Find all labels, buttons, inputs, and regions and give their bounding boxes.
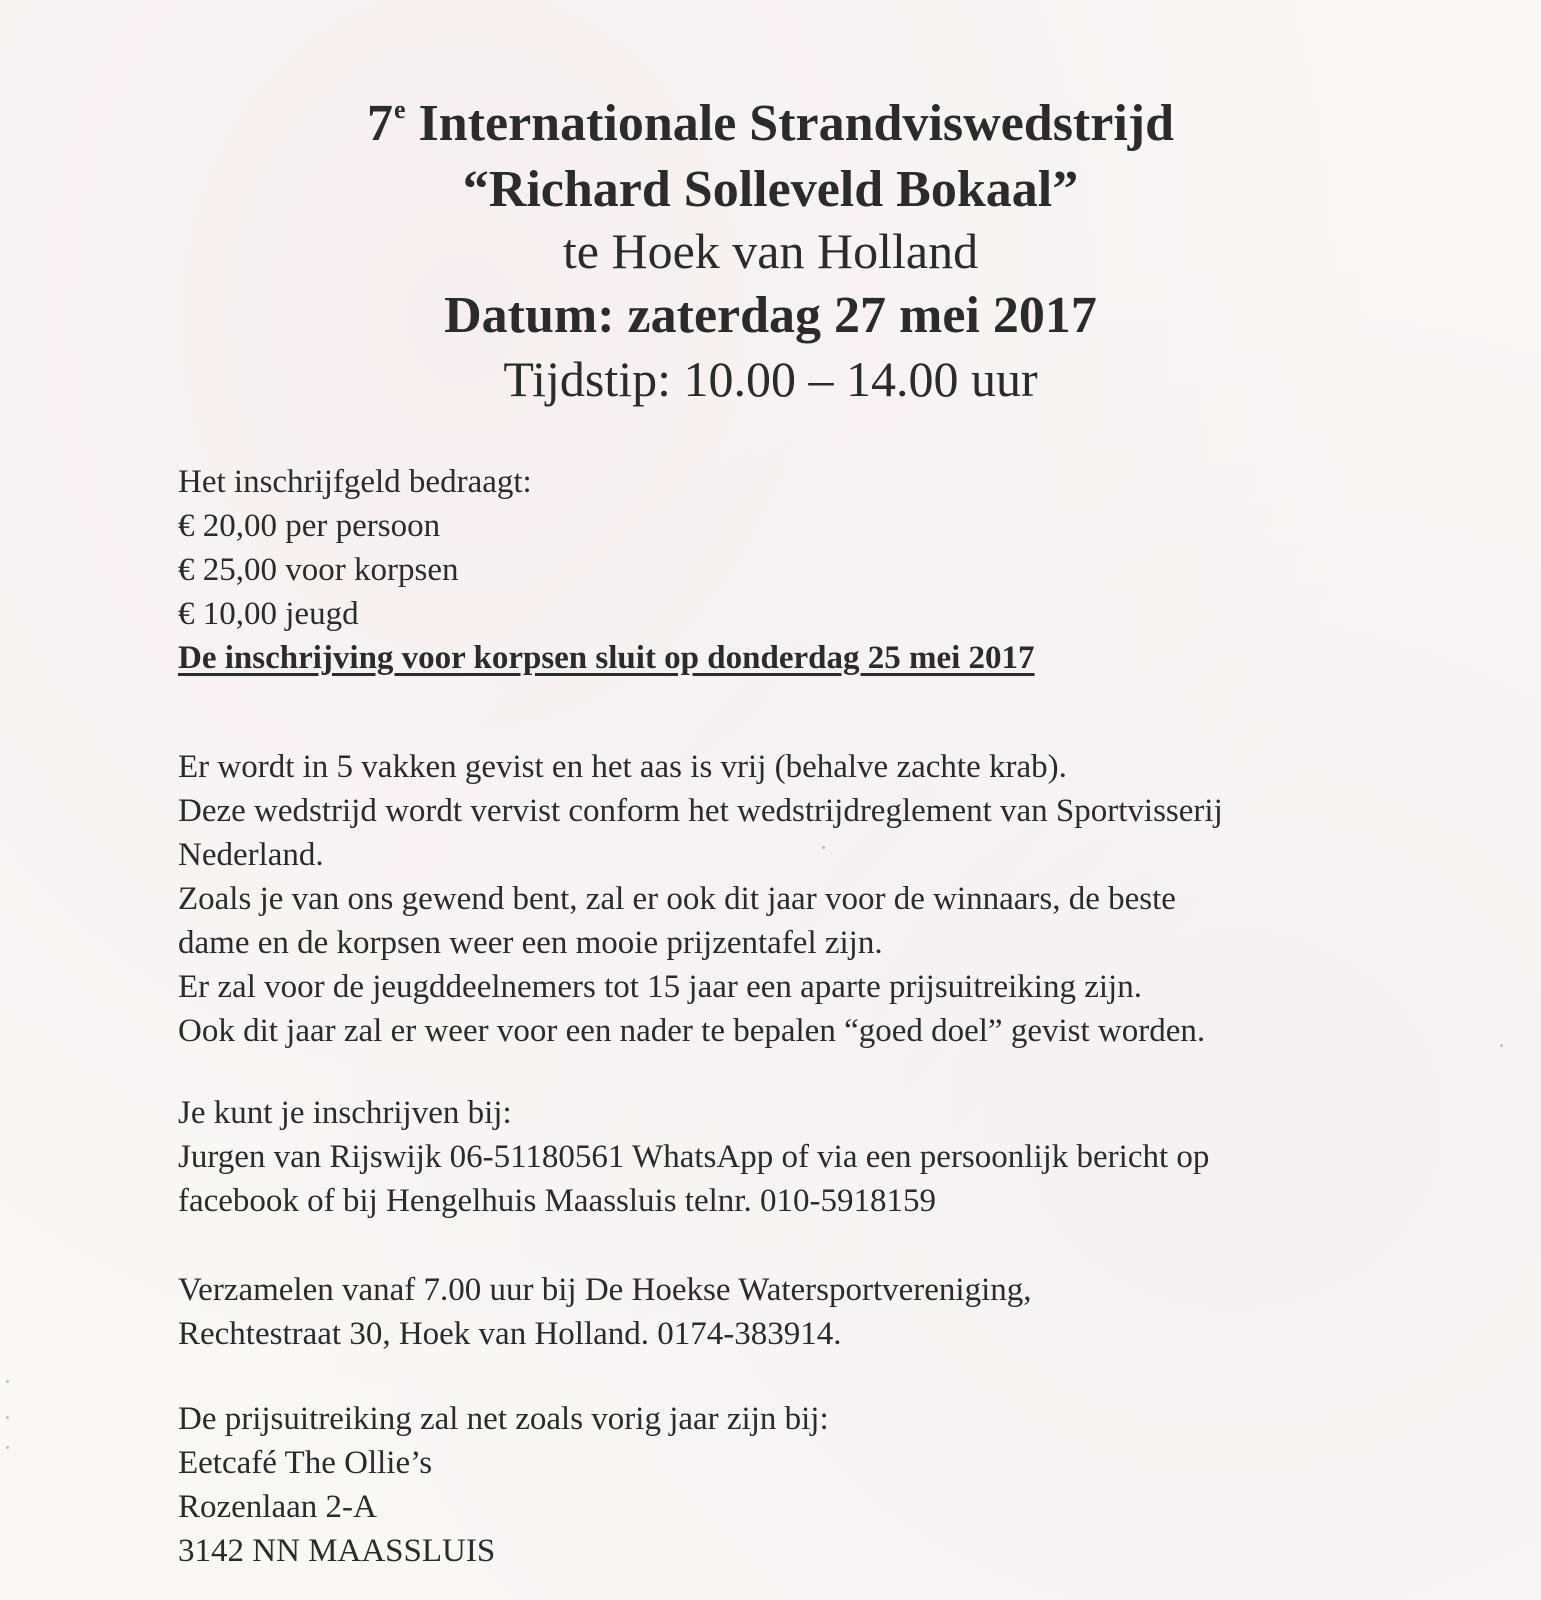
meeting-section — [178, 1268, 1481, 1356]
event-date: Datum: zaterdag 27 mei 2017 — [444, 287, 1097, 344]
title-number: 7 — [366, 95, 393, 152]
event-title — [0, 95, 1541, 152]
fees-intro: Het inschrijfgeld bedraagt: — [178, 464, 532, 500]
scan-speck — [6, 1416, 9, 1419]
rules-line: Deze wedstrijd wordt vervist conform het wedstrijdreglement van Sportvisserij — [178, 793, 1223, 829]
rules-line: Nederland. — [178, 837, 324, 873]
prize-venue: Eetcafé The Ollie’s — [178, 1445, 433, 1481]
title-superscript: e — [393, 95, 406, 124]
scan-speck — [6, 1380, 9, 1383]
prize-line: De prijsuitreiking zal net zoals vorig jaar zijn bij: — [178, 1401, 829, 1437]
prize-street: Rozenlaan 2-A — [178, 1489, 377, 1525]
rules-line: Er wordt in 5 vakken gevist en het aas is vrij (behalve zachte krab). — [178, 749, 1067, 785]
fee-item-youth: € 10,00 jeugd — [178, 596, 359, 632]
rules-line: Er zal voor de jeugddeelnemers tot 15 jaar een aparte prijsuitreiking zijn. — [178, 969, 1142, 1005]
event-subtitle: “Richard Solleveld Bokaal” — [462, 161, 1079, 218]
event-time: Tijdstip: 10.00 – 14.00 uur — [503, 351, 1038, 407]
rules-section — [178, 745, 1481, 1053]
registration-line: Jurgen van Rijswijk 06-51180561 WhatsApp of via een persoonlijk bericht op — [178, 1139, 1210, 1175]
fee-item-person: € 20,00 per persoon — [178, 508, 441, 544]
prize-postcode-city: 3142 NN MAASSLUIS — [178, 1533, 496, 1569]
registration-deadline: De inschrijving voor korpsen sluit op donderdag 25 mei 2017 — [178, 640, 1035, 676]
rules-line: Ook dit jaar zal er weer voor een nader te bepalen “goed doel” gevist worden. — [178, 1013, 1206, 1049]
registration-section — [178, 1091, 1481, 1223]
title-text: Internationale Strandviswedstrijd — [405, 95, 1175, 152]
registration-line: Je kunt je inschrijven bij: — [178, 1095, 512, 1131]
event-location: te Hoek van Holland — [562, 223, 979, 279]
scan-speck — [822, 846, 825, 849]
meeting-line: Verzamelen vanaf 7.00 uur bij De Hoekse Watersportvereniging, — [178, 1272, 1032, 1308]
scan-speck — [6, 1446, 9, 1449]
scan-speck — [1500, 1044, 1503, 1047]
fees-section — [178, 460, 1481, 680]
registration-line: facebook of bij Hengelhuis Maassluis telnr. 010-5918159 — [178, 1183, 936, 1219]
rules-line: Zoals je van ons gewend bent, zal er ook dit jaar voor de winnaars, de beste — [178, 881, 1176, 917]
fee-item-corps: € 25,00 voor korpsen — [178, 552, 459, 588]
prize-ceremony-section — [178, 1397, 1481, 1573]
rules-line: dame en de korpsen weer een mooie prijzentafel zijn. — [178, 925, 883, 961]
meeting-line: Rechtestraat 30, Hoek van Holland. 0174-383914. — [178, 1316, 842, 1352]
